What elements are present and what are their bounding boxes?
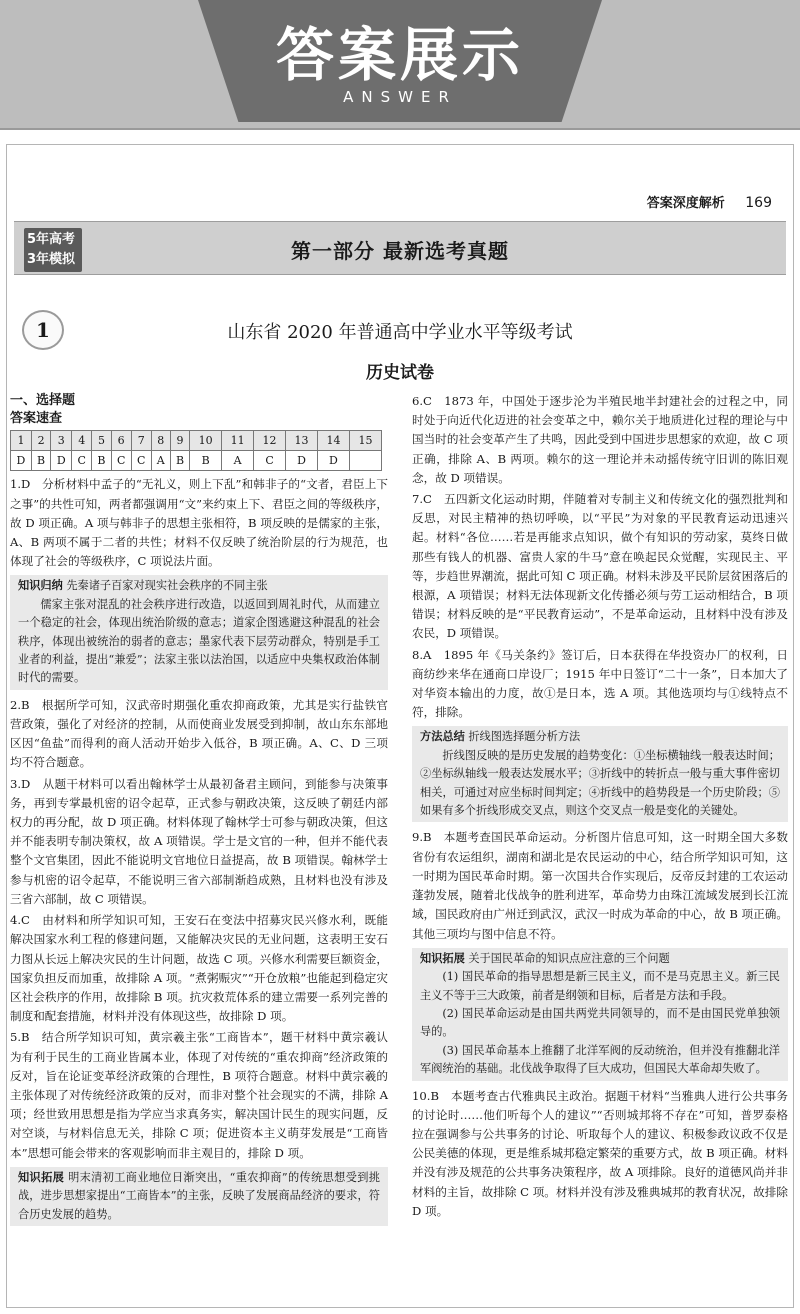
q-number: 13 (286, 431, 318, 451)
q-answer: B (31, 451, 50, 471)
answer-9: 9.B 本题考查国民革命运动。分析图片信息可知，这一时期全国大多数省份有农运组织，湖南和湖北是农民运动的中心，结合所学知识可知，这一时期为国民革命时期。第一次国共合作实现后，反帝反封建的工农运动蓬勃发展，随着北伐战争的胜利进军，革命势力由珠江流域发展到长江流域，国民政府由广州迁到武汉，武汉一时成为革命的中心，故 B 项正确。其他三项均与图中信息不符。 (412, 830, 788, 941)
tip-tag: 方法总结 (420, 730, 465, 744)
q-answer: C (254, 451, 286, 471)
right-column (412, 392, 788, 1223)
tip-text: 折线图反映的是历史发展的趋势变化：①坐标横轴线一般表达时间；②坐标纵轴线一般表达发展水平；③折线中的转折点一般与重大事件密切相关，可通过对应坐标时间判定；④折线中的趋势段是一个历史阶段；⑤如果有多个折线形成交叉点，则这个交叉点一般是变化的关键处。 (420, 748, 780, 818)
left-column (10, 392, 388, 1232)
logo-line-1: 5年高考 (27, 232, 76, 247)
tip-tag: 知识拓展 (18, 1170, 65, 1184)
q-number: 10 (190, 431, 222, 451)
answer-4: 4.C 由材料和所学知识可知，王安石在变法中招募灾民兴修水利，既能解决国家水利工程的修建问题，又能解决灾民的无业问题，这表明王安石力图从长远上解决灾民的生计问题，故选 C 项。兴修水利需要巨额资金，国家负担反而加重，故排除 A 项。“煮粥赈灾”“开仓放粮”也能起到稳定灾区社会秩序的作用，故排除 B 项。抗灾救荒体系的建立需要一系列完善的制度和配套措施，材料并没有体现这些，故排除 D 项。 (10, 913, 388, 1024)
tip-tag: 知识归纳 (18, 579, 63, 593)
exam-subject: 历史试卷 (366, 363, 434, 383)
banner-title: 答案展示 (275, 21, 524, 89)
tip-box-header (18, 577, 380, 595)
answer-7: 7.C 五四新文化运动时期，伴随着对专制主义和传统文化的强烈批判和反思，对民主精神的热切呼唤，以“平民”为对象的平民教育运动迅速兴起。材料“各位……若是再能求点知识，做个有知识的劳动家，莫终日做那些有钱人的机器、富贵人家的牛马”意在唤起民众觉醒，实现民主、平等，步趋世界潮流，据此可知 C 项正确。材料未涉及平民阶层贫困落后的根源，A 项错误；材料无法体现新文化传播必须与劳工运动相结合，B 项错误；材料反映的是“平民教育运动”，不是革命运动，且材料中没有涉及农民，D 项错误。 (412, 492, 788, 641)
q-number: 5 (92, 431, 111, 451)
tip-box-body (18, 1169, 380, 1224)
section-heading: 一、选择题 (10, 393, 76, 408)
tip-box-knowledge-summary (10, 575, 388, 689)
q-answer: D (317, 451, 349, 471)
q-answer: B (190, 451, 222, 471)
q-number: 6 (111, 431, 131, 451)
q-answer: B (92, 451, 111, 471)
tip-text: 儒家主张对混乱的社会秩序进行改造，以返回到周礼时代，从而建立一个稳定的社会，体现出统治阶级的意志；道家企图逃避这种混乱的社会秩序，体现出被统治的弱者的意志；墨家代表下层劳动群众，特别是手工业者的利益，提出“兼爱”；法家主张以法治国，以适应中央集权政治体制时代的需要。 (18, 597, 380, 685)
tip-box-knowledge-extension (10, 1167, 388, 1226)
tip-box-method-summary (412, 726, 788, 822)
answer-6: 6.C 1873 年，中国处于逐步沦为半殖民地半封建社会的过程之中，同时处于向近代化迈进的社会变革之中，赖尔关于地质进化过程的理论与中国当时的社会变革产生了共鸣，因此受到中国进步思想家的欢迎，故 C 项正确，排除 A、B 两项。赖尔的这一理论并未动摇传统守旧训的陈旧观念，故 D 项错误。 (412, 394, 788, 485)
answer-10: 10.B 本题考查古代雅典民主政治。据题干材料“当雅典人进行公共事务的讨论时……他们听每个人的建议”“否则城邦将不存在”可知，普罗泰格拉在强调参与公共事务的讨论、听取每个人的建议、积极参政议政不仅是公民美德的体现，更是维系城邦稳定繁荣的重要方式，故 B 项正确。材料并没有涉及规范的公共事务决策程序，故 A 项排除。良好的道德风尚并非材料的主旨，故排除 C 项。材料并没有涉及雅典城邦的教育状况，故排除 D 项。 (412, 1088, 788, 1218)
exam-number-badge: 1 (22, 310, 64, 350)
answer-table (10, 430, 382, 471)
tip-text: 明末清初工商业地位日渐突出，“重农抑商”的传统思想受到挑战，进步思想家提出“工商皆本”的主张，反映了发展商品经济的要求，符合历史发展的趋势。 (18, 1170, 380, 1221)
q-answer: D (286, 451, 318, 471)
tip-tag: 知识拓展 (420, 951, 465, 965)
q-number: 8 (151, 431, 170, 451)
tip-point-3: (3) 国民革命基本上推翻了北洋军阀的反动统治，但并没有推翻北洋军阀统治的基础。北伐战争取得了巨大成功，但国民大革命却失败了。 (420, 1043, 780, 1076)
tip-title: 折线图选择题分析方法 (468, 730, 581, 744)
tip-point-2: (2) 国民革命运动是由国共两党共同领导的，而不是由国民党单独领导的。 (420, 1006, 780, 1039)
q-answer: B (170, 451, 189, 471)
q-answer: A (151, 451, 170, 471)
tip-box-knowledge-extension-2 (412, 948, 788, 1081)
banner-subtitle: ANSWER (343, 88, 457, 106)
q-number: 7 (131, 431, 151, 451)
q-number: 12 (254, 431, 286, 451)
answer-2: 2.B 根据所学可知，汉武帝时期强化重农抑商政策，尤其是实行盐铁官营政策，强化了对经济的控制，从而使商业发展受到抑制，故山东东部地区因“鱼盐”而得利的商人活动开始步入低谷，B 项正确。A、C、D 三项均不符合题意。 (10, 697, 388, 770)
tip-box-header (420, 950, 780, 968)
exam-title: 山东省 2020 年普通高中学业水平等级考试 (227, 322, 573, 343)
q-number: 9 (170, 431, 189, 451)
q-number: 15 (349, 431, 381, 451)
tip-box-header (420, 728, 780, 746)
q-number: 11 (222, 431, 254, 451)
page-number: 169 (745, 195, 772, 211)
tip-title: 先秦诸子百家对现实社会秩序的不同主张 (66, 579, 268, 593)
q-number: 14 (317, 431, 349, 451)
q-answer: A (222, 451, 254, 471)
q-number: 2 (31, 431, 50, 451)
part-title: 第一部分 最新选考真题 (291, 239, 509, 263)
answer-3: 3.D 从题干材料可以看出翰林学士从最初备君主顾问，到能参与决策事务，再到专掌最机密的诏令起草，正式参与朝政决策，这反映了朝廷内部权力的再分配，故 D 项正确。材料体现了翰林学士可参与朝政决策，但这并不能表明专制决策权，故 A 项错误。学士是文官的一种，但并不能代表整个文官集团，因此不能说明文官地位日益提高，故 B 项错误。翰林学士参与机密的诏令起草，不能说明三省六部制渐趋成熟，且材料也没有涉及三省六部制，故 C 项错误。 (10, 776, 388, 906)
page-header (647, 192, 772, 211)
answer-1: 1.D 分析材料中孟子的“无礼义，则上下乱”和韩非子的“文者，君臣上下之事”的共性可知，两者都强调用“文”来约束上下、君臣之间的等级秩序，故 D 项正确。A 项与韩非子的思想主张相符，B 项反映的是儒家的主张，A、B 两项不属于二者的共性；材料不仅反映了统治阶层的行为规范，也体现了社会的等级秩序，C 项说法片面。 (10, 477, 388, 569)
q-number: 1 (11, 431, 32, 451)
tip-point-1: (1) 国民革命的指导思想是新三民主义，而不是马克思主义。新三民主义不等于三大政策，前者是纲领和目标，后者是方法和手段。 (420, 970, 780, 1002)
banner (0, 0, 800, 130)
section-label: 答案深度解析 (646, 196, 725, 211)
tip-title: 关于国民革命的知识点应注意的三个问题 (468, 951, 670, 965)
answer-table-numbers (11, 431, 382, 451)
answer-8: 8.A 1895 年《马关条约》签订后，日本获得在华投资办厂的权利，日商纺纱来华在通商口岸设厂；1915 年中日签订“二十一条”，日本加大了对华资本输出的力度，故①是日本，选 A 项。其他选项均与①线特点不符，排除。 (412, 647, 788, 720)
answer-5: 5.B 结合所学知识可知，黄宗羲主张“工商皆本”，题干材料中黄宗羲认为有利于民生的工商业皆属本业，体现了对传统的“重农抑商”经济政策的反对，旨在论证变革经济政策的合理性，B 项符合题意。材料中黄宗羲的主张体现了对传统经济政策的反对，而非对整个社会现实的不满，排除 A 项；经世致用思想是指为学应当求真务实，解决国计民生的现实问题，反对空谈，与材料信息无关，排除 C 项；促进资本主义萌芽发展是“工商皆本”思想可能会带来的客观影响而非主观目的，排除 D 项。 (10, 1030, 388, 1160)
q-number: 3 (51, 431, 72, 451)
q-answer: D (11, 451, 32, 471)
q-answer (349, 451, 381, 471)
q-number: 4 (72, 431, 92, 451)
q-answer: C (111, 451, 131, 471)
quick-answer-heading: 答案速查 (10, 411, 63, 426)
q-answer: D (51, 451, 72, 471)
logo-line-2: 3年模拟 (27, 252, 76, 267)
part-bar (14, 221, 786, 275)
q-answer: C (131, 451, 151, 471)
answer-table-answers (11, 451, 382, 471)
q-answer: C (72, 451, 92, 471)
